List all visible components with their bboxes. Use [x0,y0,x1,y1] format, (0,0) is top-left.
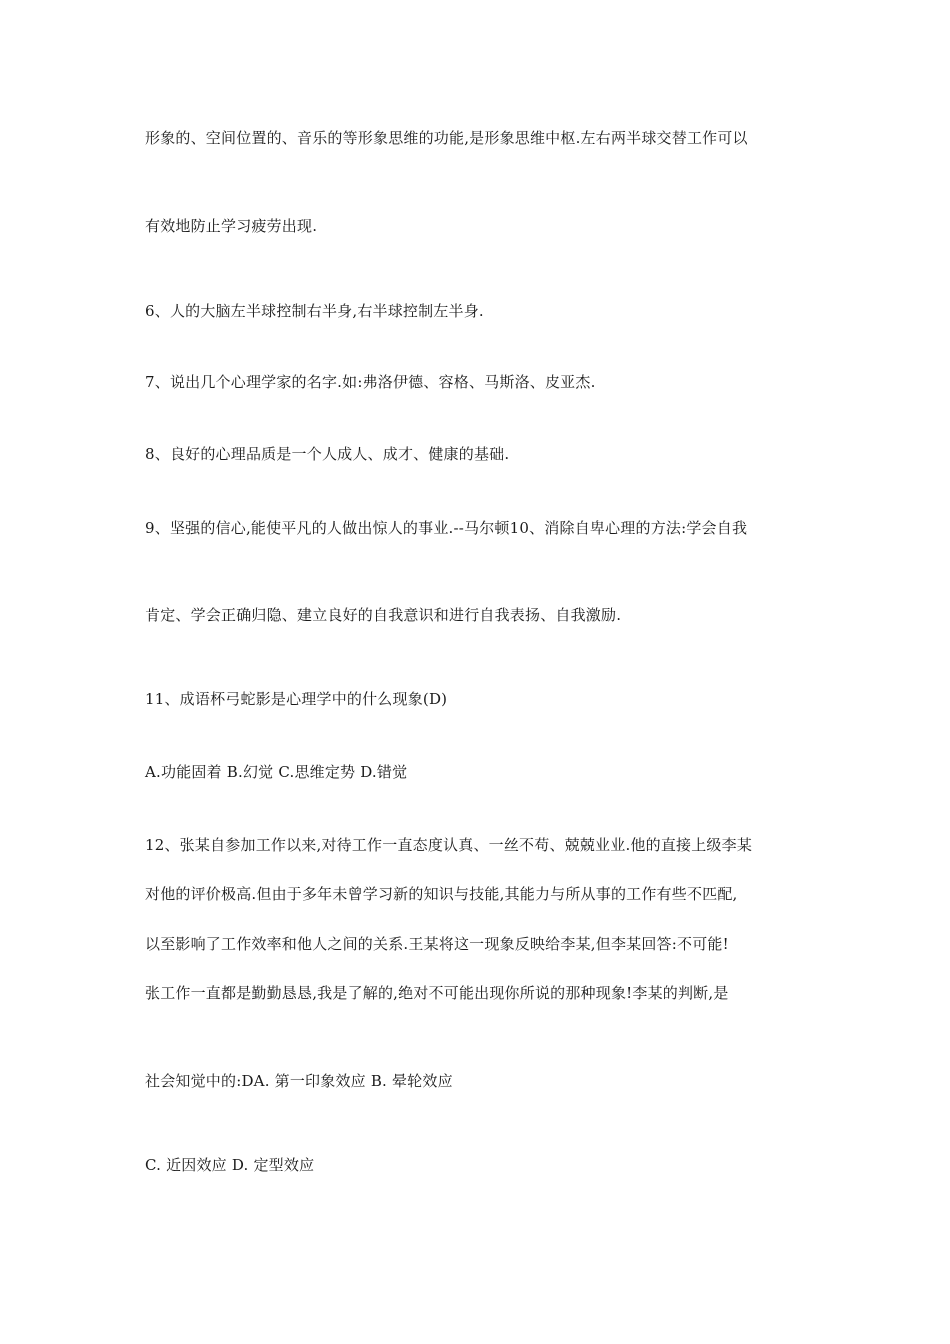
text-line-2: 有效地防止学习疲劳出现. [145,217,318,235]
text-line-3: 6、人的大脑左半球控制右半身,右半球控制左半身. [145,302,484,320]
text-line-1: 形象的、空间位置的、音乐的等形象思维的功能,是形象思维中枢.左右两半球交替工作可以 [145,129,748,147]
text-line-5: 8、良好的心理品质是一个人成人、成才、健康的基础. [145,445,510,463]
text-line-14: 社会知觉中的:DA. 第一印象效应 B. 晕轮效应 [145,1072,453,1090]
text-line-8: 11、成语杯弓蛇影是心理学中的什么现象(D) [145,690,448,708]
text-line-9: A.功能固着 B.幻觉 C.思维定势 D.错觉 [145,763,408,781]
text-line-12: 以至影响了工作效率和他人之间的关系.王某将这一现象反映给李某,但李某回答:不可能! [145,935,729,953]
text-line-4: 7、说出几个心理学家的名字.如:弗洛伊德、容格、马斯洛、皮亚杰. [145,373,596,391]
text-line-13: 张工作一直都是勤勤恳恳,我是了解的,绝对不可能出现你所说的那种现象!李某的判断,是 [145,984,729,1002]
text-line-6: 9、坚强的信心,能使平凡的人做出惊人的事业.--马尔顿10、消除自卑心理的方法:学会自我 [145,519,748,537]
text-line-10: 12、张某自参加工作以来,对待工作一直态度认真、一丝不苟、兢兢业业.他的直接上级李某 [145,836,753,854]
text-line-7: 肯定、学会正确归隐、建立良好的自我意识和进行自我表扬、自我激励. [145,606,622,624]
text-line-15: C. 近因效应 D. 定型效应 [145,1156,315,1174]
text-line-11: 对他的评价极高.但由于多年未曾学习新的知识与技能,其能力与所从事的工作有些不匹配, [145,885,738,903]
